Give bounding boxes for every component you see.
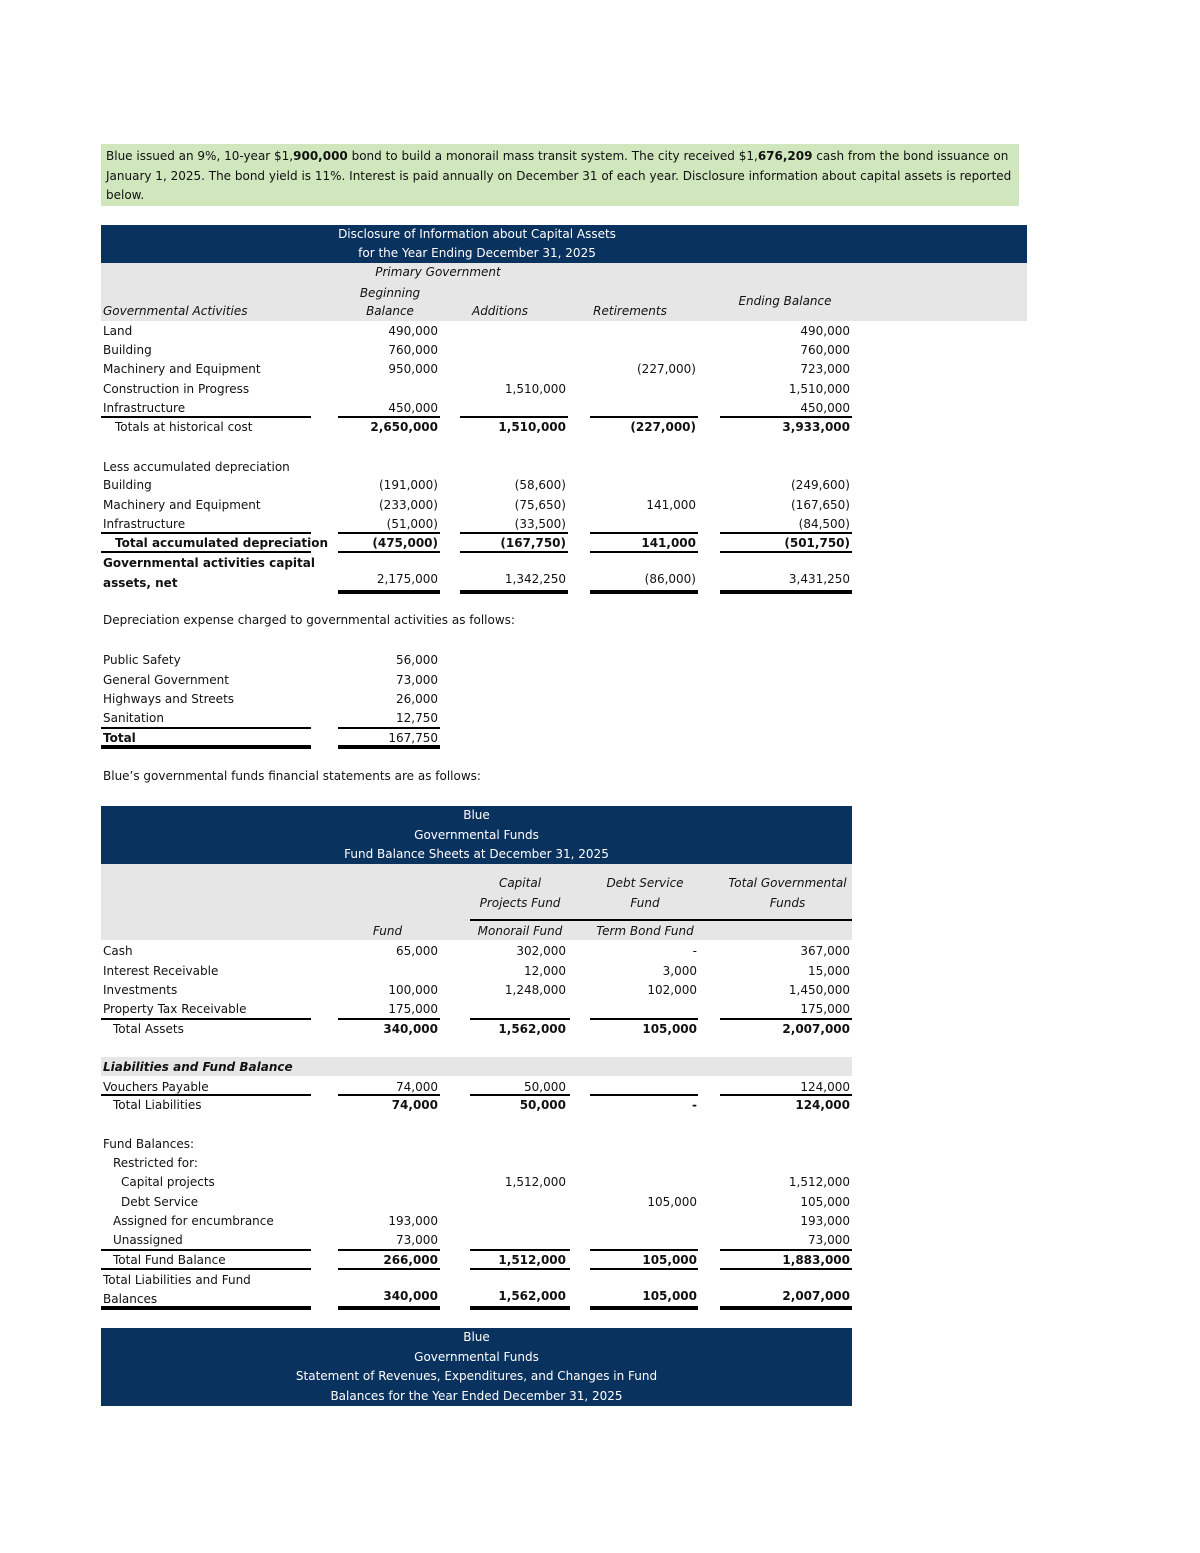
- capital-title-line-2: for the Year Ending December 31, 2025: [358, 246, 596, 260]
- intro-paragraph: [101, 144, 1019, 206]
- bs-cell-fund: 74,000: [391, 1098, 438, 1112]
- net-capital-add: 1,342,250: [504, 572, 566, 586]
- capital-cell-add: [460, 360, 566, 379]
- column-underline: [460, 532, 568, 534]
- bs-cell-fund: 73,000: [396, 1233, 438, 1247]
- header-additions: Additions: [471, 304, 528, 318]
- depreciation-value: 12,750: [396, 711, 438, 725]
- bs-row-label: Unassigned: [113, 1233, 183, 1247]
- stmt-title-4: Balances for the Year Ended December 31, 2025: [330, 1388, 623, 1403]
- column-underline: [338, 1094, 440, 1096]
- bs-header-debt-fund: Fund: [630, 896, 660, 910]
- bs-cell-debt: [585, 1173, 697, 1192]
- bs-row-label: Vouchers Payable: [103, 1080, 209, 1094]
- row-underline: [101, 551, 311, 553]
- capital-cell-end: 760,000: [800, 343, 850, 357]
- funds-intro: Blue’s governmental funds financial statements are as follows:: [103, 769, 481, 783]
- capital-cell-beg: 450,000: [388, 401, 438, 415]
- bs-cell-total: 2,007,000: [782, 1022, 850, 1036]
- capital-cell-beg: 760,000: [388, 343, 438, 357]
- bs-cell-cap: [460, 1212, 566, 1231]
- depreciation-label: Sanitation: [103, 711, 164, 725]
- bs-row-label: Total Assets: [113, 1022, 184, 1036]
- capital-row-label: Construction in Progress: [103, 382, 250, 396]
- column-underline: [720, 551, 852, 553]
- bs-cell-debt: [585, 1000, 697, 1019]
- restricted-for-label: Restricted for:: [113, 1156, 198, 1170]
- column-underline: [470, 1268, 570, 1270]
- capital-row-label: Infrastructure: [103, 401, 186, 415]
- bs-cell-fund: [330, 962, 438, 981]
- total-liab-fund-total: 2,007,000: [782, 1289, 850, 1303]
- capital-row-label: Totals at historical cost: [115, 420, 253, 434]
- column-underline: [338, 1018, 440, 1020]
- bs-header-total-governmental: Total Governmental: [728, 876, 847, 890]
- capital-row-label: Building: [103, 343, 152, 357]
- capital-row-label: Machinery and Equipment: [103, 362, 261, 376]
- bs-cell-fund: 74,000: [396, 1080, 438, 1094]
- bs-cell-debt: -: [692, 944, 697, 958]
- capital-cell-add: [460, 322, 566, 341]
- capital-cell-beg: [330, 380, 438, 399]
- bs-cell-debt: 105,000: [647, 1195, 697, 1209]
- column-underline: [590, 532, 698, 534]
- bs-cell-total: 124,000: [800, 1080, 850, 1094]
- column-underline: [590, 1018, 698, 1020]
- row-underline: [101, 1018, 311, 1020]
- bs-cell-cap: [460, 1193, 566, 1212]
- capital-cell-end: (167,650): [791, 498, 850, 512]
- capital-cell-beg: [330, 458, 438, 477]
- bs-cell-total: 124,000: [795, 1098, 850, 1112]
- net-capital-label-1: Governmental activities capital: [103, 556, 315, 570]
- bs-cell-fund: 193,000: [388, 1214, 438, 1228]
- capital-title-line-1: Disclosure of Information about Capital Assets: [338, 227, 616, 241]
- capital-cell-beg: (475,000): [372, 536, 438, 550]
- capital-cell-ret: [590, 341, 696, 360]
- stmt-title-3: Statement of Revenues, Expenditures, and Changes in Fund: [295, 1369, 658, 1383]
- capital-cell-add: [460, 458, 566, 477]
- column-underline: [470, 1249, 570, 1251]
- bs-cell-cap: 12,000: [524, 964, 566, 978]
- bs-cell-debt: 105,000: [642, 1253, 697, 1267]
- bs-cell-cap: [460, 1000, 566, 1019]
- double-underline: [470, 1306, 570, 1310]
- bs-sub-monorail: Monorail Fund: [477, 924, 563, 938]
- depreciation-value: 26,000: [396, 692, 438, 706]
- capital-cell-ret: (227,000): [637, 362, 696, 376]
- stmt-title-2: Governmental Funds: [414, 1349, 539, 1364]
- total-liab-fund-label-1: Total Liabilities and Fund: [103, 1273, 251, 1287]
- bs-sub-term-bond: Term Bond Fund: [596, 924, 694, 938]
- net-capital-beg: 2,175,000: [376, 572, 438, 586]
- net-capital-label-2: assets, net: [103, 576, 178, 590]
- net-capital-ret: (86,000): [644, 572, 696, 586]
- header-ending-balance: Ending Balance: [738, 294, 832, 308]
- capital-cell-add: (167,750): [500, 536, 566, 550]
- depreciation-value: 167,750: [388, 731, 438, 745]
- bs-row-label: Investments: [103, 983, 178, 997]
- capital-cell-beg: (233,000): [379, 498, 438, 512]
- double-underline: [338, 1306, 440, 1310]
- bs-row-label: Total Fund Balance: [113, 1253, 226, 1267]
- bs-row-label: Cash: [103, 944, 133, 958]
- bs-cell-cap: 1,248,000: [504, 983, 566, 997]
- bs-row-label: Interest Receivable: [103, 964, 219, 978]
- column-underline: [338, 532, 440, 534]
- header-beginning: Beginning: [359, 286, 421, 300]
- capital-cell-end: 1,510,000: [788, 382, 850, 396]
- column-underline: [590, 416, 698, 418]
- intro-bond-amount: 900,000: [293, 149, 348, 163]
- column-underline: [460, 416, 568, 418]
- capital-row-label: Infrastructure: [103, 517, 186, 531]
- row-underline: [101, 1094, 311, 1096]
- capital-cell-add: [460, 341, 566, 360]
- total-liab-fund-cap: 1,562,000: [498, 1289, 566, 1303]
- balance-sheet-title-band: [101, 806, 852, 864]
- bs-cell-cap: 1,512,000: [498, 1253, 566, 1267]
- capital-cell-ret: [590, 380, 696, 399]
- header-balance: Balance: [366, 304, 414, 318]
- bs-cell-fund: [330, 1193, 438, 1212]
- capital-row-label: Building: [103, 478, 152, 492]
- capital-cell-end: 450,000: [800, 401, 850, 415]
- column-underline: [720, 1018, 852, 1020]
- bs-cell-debt: [585, 1212, 697, 1231]
- capital-row-label: Land: [103, 324, 133, 338]
- column-underline: [338, 1268, 440, 1270]
- capital-row-label: Less accumulated depreciation: [103, 460, 290, 474]
- double-underline: [720, 1306, 852, 1310]
- capital-cell-add: 1,510,000: [504, 382, 566, 396]
- double-underline: [101, 745, 311, 749]
- capital-cell-end: (501,750): [784, 536, 850, 550]
- column-underline: [720, 1094, 852, 1096]
- column-underline: [720, 532, 852, 534]
- bs-cell-fund: 266,000: [383, 1253, 438, 1267]
- column-underline: [338, 416, 440, 418]
- depreciation-label: Total: [103, 731, 136, 745]
- capital-cell-add: (75,650): [514, 498, 566, 512]
- bs-cell-total: 15,000: [808, 964, 850, 978]
- capital-assets-title-band: [101, 225, 1027, 263]
- bs-cell-debt: 3,000: [662, 964, 697, 978]
- bs-cell-total: 193,000: [800, 1214, 850, 1228]
- bs-cell-debt: [585, 1231, 697, 1250]
- column-underline: [590, 1268, 698, 1270]
- bs-cell-cap: [460, 1231, 566, 1250]
- total-liab-fund-label-2: Balances: [103, 1292, 158, 1306]
- column-underline: [338, 1249, 440, 1251]
- bs-cell-cap: 50,000: [524, 1080, 566, 1094]
- bs-cell-debt: -: [692, 1098, 697, 1112]
- net-capital-end: 3,431,250: [788, 572, 850, 586]
- bs-cell-debt: 105,000: [642, 1022, 697, 1036]
- intro-text-2: bond to build a monorail mass transit system. The city received $1,: [347, 149, 758, 163]
- primary-government-label: Primary Government: [375, 265, 501, 279]
- bs-title-1: Blue: [463, 808, 490, 822]
- double-underline: [101, 1306, 311, 1310]
- intro-cash-amount: 676,209: [757, 149, 813, 163]
- capital-cell-beg: (51,000): [386, 517, 438, 531]
- capital-cell-end: 490,000: [800, 324, 850, 338]
- column-underline: [470, 1094, 570, 1096]
- intro-text-1: Blue issued an 9%, 10-year $1,: [106, 149, 294, 163]
- bs-cell-fund: [330, 1173, 438, 1192]
- capital-cell-end: (249,600): [791, 478, 850, 492]
- statement-title-band: [101, 1328, 852, 1406]
- intro-text-3: cash from the bond issuance on January 1, 2025. The bond yield is 11%. Interest is paid annually on December 31 of each year. Disclosure information about capital assets is reported below.: [106, 149, 1012, 202]
- capital-cell-ret: 141,000: [646, 498, 696, 512]
- capital-cell-ret: 141,000: [641, 536, 696, 550]
- bs-cell-debt: 102,000: [647, 983, 697, 997]
- bs-cell-fund: 65,000: [396, 944, 438, 958]
- capital-cell-ret: [590, 458, 696, 477]
- bs-row-label: Debt Service: [121, 1195, 199, 1209]
- column-underline: [720, 1268, 852, 1270]
- total-liab-fund-fund: 340,000: [383, 1289, 438, 1303]
- capital-cell-end: (84,500): [798, 517, 850, 531]
- bs-cell-total: 175,000: [800, 1002, 850, 1016]
- depreciation-intro: Depreciation expense charged to governmental activities as follows:: [103, 613, 515, 627]
- bs-cell-cap: 1,512,000: [504, 1175, 566, 1189]
- bs-row-label: Assigned for encumbrance: [113, 1214, 274, 1228]
- column-underline: [720, 416, 852, 418]
- depreciation-label: Highways and Streets: [103, 692, 235, 706]
- stmt-title-1: Blue: [463, 1330, 490, 1344]
- bs-row-label: Property Tax Receivable: [103, 1002, 247, 1016]
- capital-row-label: Total accumulated depreciation: [115, 536, 329, 550]
- bs-cell-total: 73,000: [808, 1233, 850, 1247]
- row-underline: [101, 1268, 311, 1270]
- column-underline: [590, 551, 698, 553]
- depreciation-value: 73,000: [396, 673, 438, 687]
- capital-cell-beg: 950,000: [388, 362, 438, 376]
- double-underline: [338, 745, 440, 749]
- row-underline: [101, 1249, 311, 1251]
- header-retirements: Retirements: [593, 304, 667, 318]
- column-underline: [470, 1018, 570, 1020]
- capital-cell-beg: 2,650,000: [370, 420, 438, 434]
- bs-title-2: Governmental Funds: [414, 827, 539, 842]
- capital-cell-add: 1,510,000: [498, 420, 566, 434]
- capital-cell-add: (33,500): [514, 517, 566, 531]
- bs-cell-total: 1,883,000: [782, 1253, 850, 1267]
- bs-header-capital: Capital: [498, 876, 542, 890]
- column-underline: [590, 1094, 698, 1096]
- bs-row-label: Capital projects: [121, 1175, 215, 1189]
- depreciation-value: 56,000: [396, 653, 438, 667]
- row-underline: [101, 532, 311, 534]
- bs-header-total-funds: Funds: [769, 896, 806, 910]
- double-underline: [720, 590, 852, 594]
- capital-cell-beg: 490,000: [388, 324, 438, 338]
- bs-header-projects-fund: Projects Fund: [479, 896, 561, 910]
- liab-heading: Liabilities and Fund Balance: [103, 1060, 293, 1074]
- capital-row-label: Machinery and Equipment: [103, 498, 261, 512]
- bs-cell-total: 367,000: [800, 944, 850, 958]
- row-underline: [101, 416, 311, 418]
- column-underline: [590, 1249, 698, 1251]
- header-governmental-activities: Governmental Activities: [103, 304, 248, 318]
- bs-cell-fund: 340,000: [383, 1022, 438, 1036]
- bs-cell-fund: 175,000: [388, 1002, 438, 1016]
- bs-header-debt-service: Debt Service: [606, 876, 684, 890]
- bs-cell-cap: 50,000: [519, 1098, 566, 1112]
- bs-sub-fund: Fund: [372, 924, 403, 938]
- bs-row-label: Total Liabilities: [113, 1098, 202, 1112]
- total-liab-fund-debt: 105,000: [642, 1289, 697, 1303]
- fund-balances-heading: Fund Balances:: [103, 1137, 195, 1151]
- capital-cell-add: (58,600): [514, 478, 566, 492]
- double-underline: [338, 590, 440, 594]
- capital-cell-end: 723,000: [800, 362, 850, 376]
- bs-cell-cap: 302,000: [516, 944, 566, 958]
- row-underline: [101, 727, 311, 729]
- bs-header-underline: [470, 919, 852, 921]
- capital-cell-ret: (227,000): [630, 420, 696, 434]
- double-underline: [590, 1306, 698, 1310]
- capital-cell-end: [720, 458, 850, 477]
- double-underline: [590, 590, 698, 594]
- capital-cell-end: 3,933,000: [782, 420, 850, 434]
- column-underline: [338, 727, 440, 729]
- bs-cell-total: 1,512,000: [788, 1175, 850, 1189]
- bs-title-3: Fund Balance Sheets at December 31, 2025: [344, 847, 609, 861]
- bs-cell-total: 105,000: [800, 1195, 850, 1209]
- bs-cell-total: 1,450,000: [788, 983, 850, 997]
- capital-cell-beg: (191,000): [379, 478, 438, 492]
- bs-cell-cap: 1,562,000: [498, 1022, 566, 1036]
- column-underline: [338, 551, 440, 553]
- double-underline: [460, 590, 568, 594]
- bs-cell-fund: 100,000: [388, 983, 438, 997]
- depreciation-label: General Government: [103, 673, 229, 687]
- depreciation-label: Public Safety: [103, 653, 181, 667]
- capital-cell-ret: [590, 476, 696, 495]
- column-underline: [720, 1249, 852, 1251]
- capital-cell-ret: [590, 322, 696, 341]
- column-underline: [460, 551, 568, 553]
